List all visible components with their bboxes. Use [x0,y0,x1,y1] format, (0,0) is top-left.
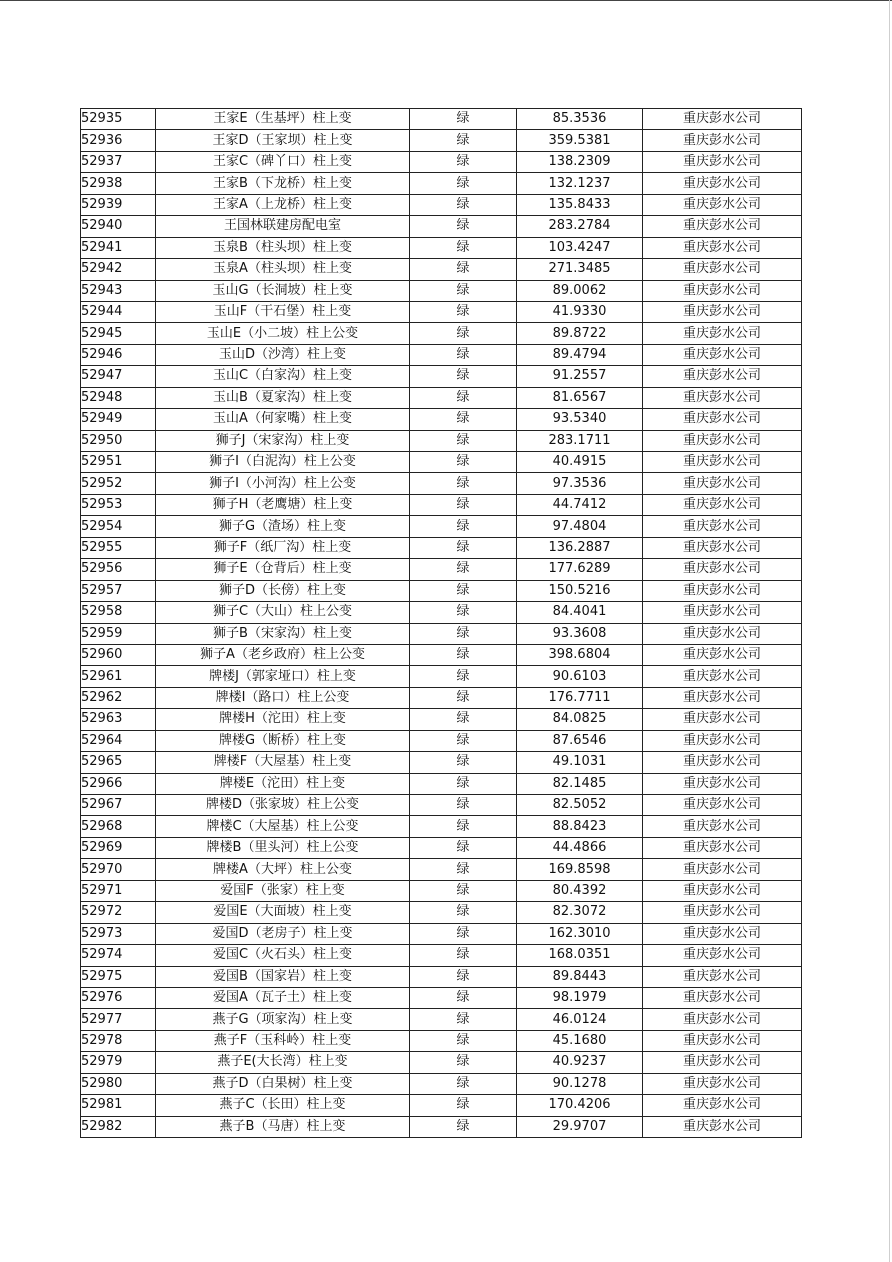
station-name-cell: 燕子C（长田）柱上变 [156,1095,410,1116]
capacity-value-cell: 93.5340 [517,409,643,430]
capacity-value-cell: 88.8423 [517,816,643,837]
table-row [81,880,802,901]
company-name-cell: 重庆彭水公司 [643,795,802,816]
company-name-cell: 重庆彭水公司 [643,387,802,408]
color-status-cell: 绿 [410,987,517,1008]
table-row [81,923,802,944]
station-name-cell: 狮子J（宋家沟）柱上变 [156,430,410,451]
color-status-cell: 绿 [410,795,517,816]
color-status-cell: 绿 [410,301,517,322]
capacity-value-cell: 90.6103 [517,666,643,687]
company-name-cell: 重庆彭水公司 [643,366,802,387]
color-status-cell: 绿 [410,1116,517,1137]
row-id-cell: 52975 [81,966,156,987]
color-status-cell: 绿 [410,237,517,258]
table-row [81,173,802,194]
capacity-value-cell: 283.1711 [517,430,643,451]
color-status-cell: 绿 [410,859,517,880]
capacity-value-cell: 89.8443 [517,966,643,987]
station-name-cell: 王家D（王家坝）柱上变 [156,130,410,151]
table-row [81,409,802,430]
company-name-cell: 重庆彭水公司 [643,902,802,923]
capacity-value-cell: 84.0825 [517,709,643,730]
company-name-cell: 重庆彭水公司 [643,216,802,237]
capacity-value-cell: 89.4794 [517,344,643,365]
row-id-cell: 52970 [81,859,156,880]
color-status-cell: 绿 [410,602,517,623]
row-id-cell: 52957 [81,580,156,601]
color-status-cell: 绿 [410,1052,517,1073]
station-name-cell: 王家C（碑丫口）柱上变 [156,151,410,172]
station-name-cell: 王家E（生基坪）柱上变 [156,109,410,130]
capacity-value-cell: 271.3485 [517,259,643,280]
station-name-cell: 牌楼E（沱田）柱上变 [156,773,410,794]
station-name-cell: 玉泉B（柱头坝）柱上变 [156,237,410,258]
station-name-cell: 牌楼D（张家坡）柱上公变 [156,795,410,816]
table-row [81,644,802,665]
table-row [81,109,802,130]
capacity-value-cell: 91.2557 [517,366,643,387]
capacity-value-cell: 87.6546 [517,730,643,751]
company-name-cell: 重庆彭水公司 [643,580,802,601]
table-row [81,387,802,408]
station-name-cell: 玉泉A（柱头坝）柱上变 [156,259,410,280]
color-status-cell: 绿 [410,1095,517,1116]
station-name-cell: 狮子C（大山）柱上公变 [156,602,410,623]
company-name-cell: 重庆彭水公司 [643,623,802,644]
row-id-cell: 52967 [81,795,156,816]
color-status-cell: 绿 [410,409,517,430]
color-status-cell: 绿 [410,837,517,858]
capacity-value-cell: 85.3536 [517,109,643,130]
table-row [81,730,802,751]
capacity-value-cell: 89.8722 [517,323,643,344]
table-row [81,559,802,580]
row-id-cell: 52940 [81,216,156,237]
company-name-cell: 重庆彭水公司 [643,1052,802,1073]
color-status-cell: 绿 [410,644,517,665]
row-id-cell: 52981 [81,1095,156,1116]
color-status-cell: 绿 [410,945,517,966]
station-name-cell: 爱国B（国家岩）柱上变 [156,966,410,987]
station-name-cell: 狮子A（老乡政府）柱上公变 [156,644,410,665]
company-name-cell: 重庆彭水公司 [643,752,802,773]
row-id-cell: 52943 [81,280,156,301]
row-id-cell: 52949 [81,409,156,430]
table-row [81,216,802,237]
station-name-cell: 狮子H（老鹰塘）柱上变 [156,494,410,515]
table-row [81,902,802,923]
table-row [81,537,802,558]
table-row [81,602,802,623]
color-status-cell: 绿 [410,687,517,708]
row-id-cell: 52936 [81,130,156,151]
capacity-value-cell: 81.6567 [517,387,643,408]
station-name-cell: 玉山G（长洞坡）柱上变 [156,280,410,301]
capacity-value-cell: 359.5381 [517,130,643,151]
color-status-cell: 绿 [410,216,517,237]
table-body [81,109,802,1138]
color-status-cell: 绿 [410,623,517,644]
company-name-cell: 重庆彭水公司 [643,945,802,966]
capacity-value-cell: 138.2309 [517,151,643,172]
company-name-cell: 重庆彭水公司 [643,151,802,172]
company-name-cell: 重庆彭水公司 [643,730,802,751]
row-id-cell: 52976 [81,987,156,1008]
station-name-cell: 狮子B（宋家沟）柱上变 [156,623,410,644]
station-name-cell: 牌楼H（沱田）柱上变 [156,709,410,730]
table-row [81,773,802,794]
table-row [81,323,802,344]
row-id-cell: 52962 [81,687,156,708]
company-name-cell: 重庆彭水公司 [643,966,802,987]
company-name-cell: 重庆彭水公司 [643,1116,802,1137]
color-status-cell: 绿 [410,966,517,987]
station-name-cell: 燕子F（玉科岭）柱上变 [156,1030,410,1051]
capacity-value-cell: 97.4804 [517,516,643,537]
color-status-cell: 绿 [410,452,517,473]
company-name-cell: 重庆彭水公司 [643,194,802,215]
station-name-cell: 狮子I（小河沟）柱上公变 [156,473,410,494]
capacity-value-cell: 162.3010 [517,923,643,944]
station-name-cell: 燕子B（马唐）柱上变 [156,1116,410,1137]
table-row [81,580,802,601]
station-name-cell: 燕子E(大长湾）柱上变 [156,1052,410,1073]
page-right-edge [889,0,890,1262]
color-status-cell: 绿 [410,666,517,687]
station-name-cell: 玉山A（何家嘴）柱上变 [156,409,410,430]
capacity-value-cell: 45.1680 [517,1030,643,1051]
table-row [81,1030,802,1051]
capacity-value-cell: 80.4392 [517,880,643,901]
capacity-value-cell: 90.1278 [517,1073,643,1094]
row-id-cell: 52951 [81,452,156,473]
color-status-cell: 绿 [410,709,517,730]
station-name-cell: 狮子E（仓背后）柱上变 [156,559,410,580]
table-row [81,687,802,708]
company-name-cell: 重庆彭水公司 [643,130,802,151]
row-id-cell: 52966 [81,773,156,794]
color-status-cell: 绿 [410,752,517,773]
company-name-cell: 重庆彭水公司 [643,837,802,858]
capacity-value-cell: 41.9330 [517,301,643,322]
company-name-cell: 重庆彭水公司 [643,859,802,880]
row-id-cell: 52944 [81,301,156,322]
row-id-cell: 52965 [81,752,156,773]
color-status-cell: 绿 [410,902,517,923]
company-name-cell: 重庆彭水公司 [643,494,802,515]
row-id-cell: 52947 [81,366,156,387]
color-status-cell: 绿 [410,1073,517,1094]
station-name-cell: 牌楼J（郭家垭口）柱上变 [156,666,410,687]
station-name-cell: 爱国A（瓦子土）柱上变 [156,987,410,1008]
row-id-cell: 52974 [81,945,156,966]
station-name-cell: 牌楼A（大坪）柱上公变 [156,859,410,880]
station-name-cell: 爱国F（张家）柱上变 [156,880,410,901]
color-status-cell: 绿 [410,1009,517,1030]
company-name-cell: 重庆彭水公司 [643,173,802,194]
capacity-value-cell: 132.1237 [517,173,643,194]
color-status-cell: 绿 [410,344,517,365]
color-status-cell: 绿 [410,730,517,751]
station-name-cell: 牌楼F（大屋基）柱上变 [156,752,410,773]
table-row [81,987,802,1008]
company-name-cell: 重庆彭水公司 [643,644,802,665]
color-status-cell: 绿 [410,923,517,944]
company-name-cell: 重庆彭水公司 [643,816,802,837]
company-name-cell: 重庆彭水公司 [643,1095,802,1116]
station-name-cell: 玉山B（夏家沟）柱上变 [156,387,410,408]
company-name-cell: 重庆彭水公司 [643,452,802,473]
station-name-cell: 燕子D（白果树）柱上变 [156,1073,410,1094]
row-id-cell: 52963 [81,709,156,730]
station-name-cell: 王国林联建房配电室 [156,216,410,237]
row-id-cell: 52941 [81,237,156,258]
table-row [81,473,802,494]
capacity-value-cell: 44.7412 [517,494,643,515]
table-row [81,151,802,172]
color-status-cell: 绿 [410,387,517,408]
capacity-value-cell: 97.3536 [517,473,643,494]
capacity-value-cell: 82.1485 [517,773,643,794]
table-row [81,259,802,280]
row-id-cell: 52950 [81,430,156,451]
row-id-cell: 52979 [81,1052,156,1073]
company-name-cell: 重庆彭水公司 [643,109,802,130]
row-id-cell: 52942 [81,259,156,280]
color-status-cell: 绿 [410,559,517,580]
company-name-cell: 重庆彭水公司 [643,687,802,708]
company-name-cell: 重庆彭水公司 [643,259,802,280]
company-name-cell: 重庆彭水公司 [643,987,802,1008]
color-status-cell: 绿 [410,473,517,494]
row-id-cell: 52973 [81,923,156,944]
capacity-value-cell: 168.0351 [517,945,643,966]
company-name-cell: 重庆彭水公司 [643,923,802,944]
capacity-value-cell: 40.4915 [517,452,643,473]
company-name-cell: 重庆彭水公司 [643,409,802,430]
station-name-cell: 牌楼I（路口）柱上公变 [156,687,410,708]
station-name-cell: 王家B（下龙桥）柱上变 [156,173,410,194]
capacity-value-cell: 46.0124 [517,1009,643,1030]
capacity-value-cell: 89.0062 [517,280,643,301]
table-row [81,859,802,880]
row-id-cell: 52946 [81,344,156,365]
capacity-value-cell: 82.5052 [517,795,643,816]
row-id-cell: 52956 [81,559,156,580]
table-row [81,366,802,387]
table-row [81,1009,802,1030]
table-row [81,816,802,837]
station-name-cell: 牌楼C（大屋基）柱上公变 [156,816,410,837]
page-top-border [0,0,892,1]
row-id-cell: 52952 [81,473,156,494]
capacity-value-cell: 176.7711 [517,687,643,708]
table-row [81,1095,802,1116]
capacity-value-cell: 29.9707 [517,1116,643,1137]
row-id-cell: 52935 [81,109,156,130]
row-id-cell: 52959 [81,623,156,644]
station-name-cell: 爱国E（大面坡）柱上变 [156,902,410,923]
company-name-cell: 重庆彭水公司 [643,602,802,623]
color-status-cell: 绿 [410,323,517,344]
table-row [81,666,802,687]
table-row [81,301,802,322]
color-status-cell: 绿 [410,494,517,515]
capacity-value-cell: 49.1031 [517,752,643,773]
table-row [81,623,802,644]
table-row [81,452,802,473]
table-row [81,516,802,537]
color-status-cell: 绿 [410,109,517,130]
color-status-cell: 绿 [410,580,517,601]
row-id-cell: 52961 [81,666,156,687]
table-row [81,752,802,773]
table-row [81,130,802,151]
row-id-cell: 52945 [81,323,156,344]
row-id-cell: 52955 [81,537,156,558]
station-name-cell: 爱国C（火石头）柱上变 [156,945,410,966]
row-id-cell: 52971 [81,880,156,901]
station-name-cell: 狮子I（白泥沟）柱上公变 [156,452,410,473]
table-row [81,795,802,816]
station-name-cell: 狮子G（渣场）柱上变 [156,516,410,537]
row-id-cell: 52980 [81,1073,156,1094]
capacity-value-cell: 169.8598 [517,859,643,880]
table-row [81,1052,802,1073]
capacity-value-cell: 177.6289 [517,559,643,580]
company-name-cell: 重庆彭水公司 [643,880,802,901]
company-name-cell: 重庆彭水公司 [643,473,802,494]
color-status-cell: 绿 [410,537,517,558]
table-row [81,494,802,515]
table-row [81,194,802,215]
capacity-value-cell: 398.6804 [517,644,643,665]
station-name-cell: 牌楼B（里头河）柱上公变 [156,837,410,858]
color-status-cell: 绿 [410,130,517,151]
capacity-value-cell: 40.9237 [517,1052,643,1073]
table-row [81,237,802,258]
color-status-cell: 绿 [410,773,517,794]
table-row [81,966,802,987]
company-name-cell: 重庆彭水公司 [643,323,802,344]
capacity-value-cell: 135.8433 [517,194,643,215]
table-row [81,1116,802,1137]
capacity-value-cell: 150.5216 [517,580,643,601]
color-status-cell: 绿 [410,880,517,901]
company-name-cell: 重庆彭水公司 [643,1009,802,1030]
row-id-cell: 52938 [81,173,156,194]
row-id-cell: 52953 [81,494,156,515]
color-status-cell: 绿 [410,1030,517,1051]
station-name-cell: 玉山E（小二坡）柱上公变 [156,323,410,344]
company-name-cell: 重庆彭水公司 [643,516,802,537]
table-row [81,1073,802,1094]
row-id-cell: 52978 [81,1030,156,1051]
company-name-cell: 重庆彭水公司 [643,773,802,794]
station-name-cell: 玉山F（干石堡）柱上变 [156,301,410,322]
capacity-value-cell: 82.3072 [517,902,643,923]
capacity-value-cell: 93.3608 [517,623,643,644]
station-name-cell: 牌楼G（断桥）柱上变 [156,730,410,751]
company-name-cell: 重庆彭水公司 [643,666,802,687]
row-id-cell: 52948 [81,387,156,408]
capacity-value-cell: 84.4041 [517,602,643,623]
table-row [81,344,802,365]
transformer-table [80,108,802,1138]
company-name-cell: 重庆彭水公司 [643,301,802,322]
color-status-cell: 绿 [410,516,517,537]
capacity-value-cell: 103.4247 [517,237,643,258]
capacity-value-cell: 44.4866 [517,837,643,858]
table-row [81,709,802,730]
color-status-cell: 绿 [410,194,517,215]
station-name-cell: 玉山C（白家沟）柱上变 [156,366,410,387]
station-name-cell: 爱国D（老房子）柱上变 [156,923,410,944]
row-id-cell: 52968 [81,816,156,837]
row-id-cell: 52954 [81,516,156,537]
table-row [81,945,802,966]
company-name-cell: 重庆彭水公司 [643,559,802,580]
company-name-cell: 重庆彭水公司 [643,537,802,558]
color-status-cell: 绿 [410,430,517,451]
row-id-cell: 52982 [81,1116,156,1137]
row-id-cell: 52960 [81,644,156,665]
row-id-cell: 52969 [81,837,156,858]
row-id-cell: 52937 [81,151,156,172]
company-name-cell: 重庆彭水公司 [643,709,802,730]
company-name-cell: 重庆彭水公司 [643,280,802,301]
color-status-cell: 绿 [410,280,517,301]
capacity-value-cell: 136.2887 [517,537,643,558]
station-name-cell: 王家A（上龙桥）柱上变 [156,194,410,215]
row-id-cell: 52977 [81,1009,156,1030]
table-row [81,280,802,301]
row-id-cell: 52958 [81,602,156,623]
capacity-value-cell: 283.2784 [517,216,643,237]
row-id-cell: 52972 [81,902,156,923]
company-name-cell: 重庆彭水公司 [643,1030,802,1051]
table-row [81,430,802,451]
company-name-cell: 重庆彭水公司 [643,1073,802,1094]
company-name-cell: 重庆彭水公司 [643,344,802,365]
color-status-cell: 绿 [410,816,517,837]
company-name-cell: 重庆彭水公司 [643,237,802,258]
station-name-cell: 狮子D（长傍）柱上变 [156,580,410,601]
table-row [81,837,802,858]
row-id-cell: 52939 [81,194,156,215]
station-name-cell: 狮子F（纸厂沟）柱上变 [156,537,410,558]
company-name-cell: 重庆彭水公司 [643,430,802,451]
color-status-cell: 绿 [410,259,517,280]
station-name-cell: 燕子G（项家沟）柱上变 [156,1009,410,1030]
color-status-cell: 绿 [410,151,517,172]
station-name-cell: 玉山D（沙湾）柱上变 [156,344,410,365]
color-status-cell: 绿 [410,173,517,194]
capacity-value-cell: 170.4206 [517,1095,643,1116]
capacity-value-cell: 98.1979 [517,987,643,1008]
row-id-cell: 52964 [81,730,156,751]
color-status-cell: 绿 [410,366,517,387]
